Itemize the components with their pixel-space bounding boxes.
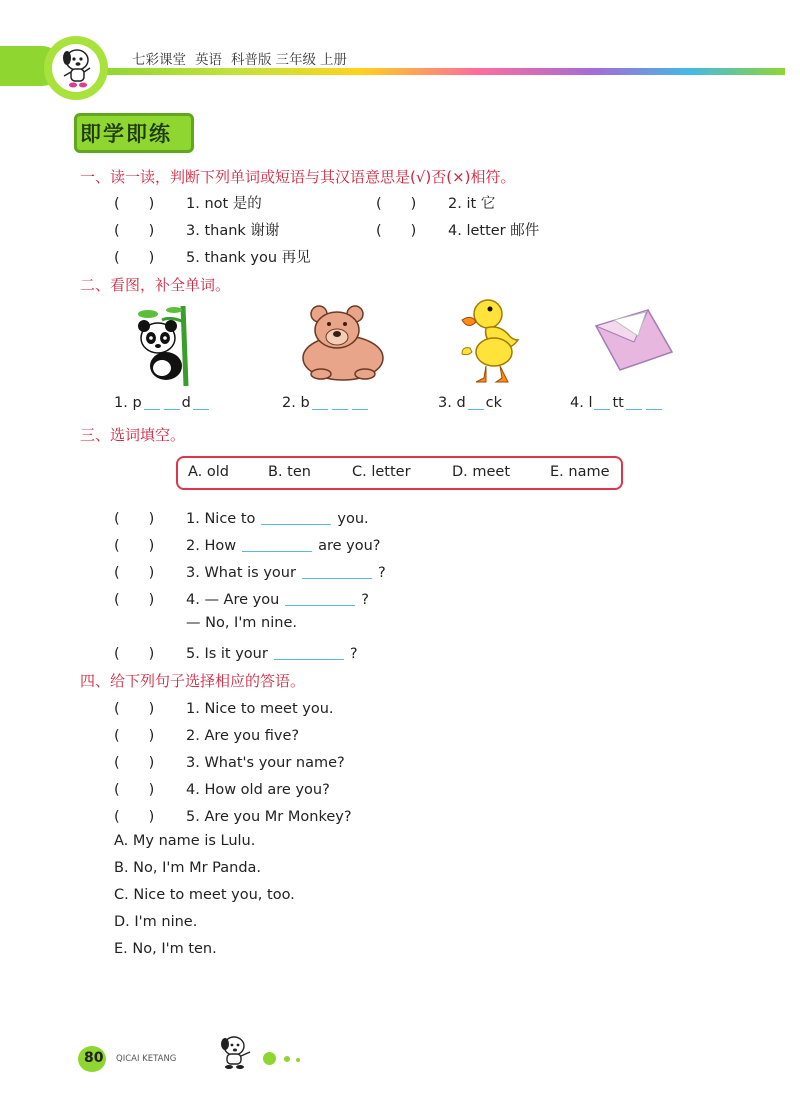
item-text: 3. thank 谢谢 bbox=[186, 223, 280, 239]
section1-item-1 bbox=[114, 192, 262, 213]
item-post: ? bbox=[361, 592, 369, 608]
item-text: 1. Nice to meet you. bbox=[186, 701, 334, 717]
item-text: 3. What's your name? bbox=[186, 755, 345, 771]
section3-item-5 bbox=[114, 642, 358, 663]
fill-blank[interactable] bbox=[261, 511, 331, 525]
letter-blank[interactable] bbox=[312, 398, 328, 410]
letter-blank[interactable] bbox=[646, 398, 662, 410]
item-pre: 2. How bbox=[186, 538, 237, 554]
answer-paren[interactable]: ( ) bbox=[114, 538, 155, 554]
header-edition: 科普版 bbox=[231, 52, 272, 68]
option-d: D. meet bbox=[452, 464, 511, 480]
option-b: B. ten bbox=[268, 464, 311, 480]
duck-picture bbox=[458, 296, 524, 384]
section1-item-2 bbox=[376, 192, 495, 213]
section2-item-2 bbox=[282, 395, 370, 411]
section4-title: 四、给下列句子选择相应的答语。 bbox=[80, 672, 306, 690]
header-series: 七彩课堂 bbox=[132, 52, 186, 68]
header-rainbow-bar bbox=[100, 68, 785, 75]
answer-paren[interactable]: ( ) bbox=[114, 565, 155, 581]
fill-blank[interactable] bbox=[285, 592, 355, 606]
section4-answer-c: C. Nice to meet you, too. bbox=[114, 887, 295, 903]
section3-item-2 bbox=[114, 534, 380, 555]
mascot-dog-icon bbox=[56, 46, 98, 90]
header-volume: 上册 bbox=[320, 52, 347, 68]
header-title bbox=[132, 48, 356, 68]
item-text: 1. not 是的 bbox=[186, 196, 262, 212]
letter-blank[interactable] bbox=[352, 398, 368, 410]
section1-item-4 bbox=[376, 219, 539, 240]
section2-item-4 bbox=[570, 395, 664, 411]
answer-paren[interactable]: ( ) bbox=[376, 196, 417, 212]
item-text: 4. How old are you? bbox=[186, 782, 330, 798]
answer-paren[interactable]: ( ) bbox=[114, 646, 155, 662]
panda-picture bbox=[128, 302, 198, 386]
footer-dot-medium bbox=[284, 1056, 290, 1062]
answer-paren[interactable]: ( ) bbox=[114, 701, 155, 717]
item-post: you. bbox=[337, 511, 369, 527]
letter-blank[interactable] bbox=[594, 398, 610, 410]
item-text: 4. letter 邮件 bbox=[448, 223, 540, 239]
section3-item-4-reply bbox=[114, 615, 297, 631]
fill-blank[interactable] bbox=[302, 565, 372, 579]
section1-item-5 bbox=[114, 246, 311, 267]
option-a: A. old bbox=[188, 464, 229, 480]
item-pre: 3. What is your bbox=[186, 565, 296, 581]
section2-item-1 bbox=[114, 395, 211, 411]
section2-item-3 bbox=[438, 395, 502, 411]
item-text: 2. it 它 bbox=[448, 196, 496, 212]
answer-paren[interactable]: ( ) bbox=[114, 511, 155, 527]
section1-item-3 bbox=[114, 219, 279, 240]
word-start: 3. d bbox=[438, 395, 466, 411]
section4-answer-d: D. I'm nine. bbox=[114, 914, 198, 930]
word-mid: tt bbox=[612, 395, 624, 411]
item-text: 5. thank you 再见 bbox=[186, 250, 311, 266]
answer-paren[interactable]: ( ) bbox=[114, 592, 155, 608]
answer-paren[interactable]: ( ) bbox=[114, 196, 155, 212]
header-subject: 英语 bbox=[195, 52, 222, 68]
section4-item-1 bbox=[114, 697, 334, 718]
option-c: C. letter bbox=[352, 464, 411, 480]
option-e: E. name bbox=[550, 464, 610, 480]
item-post: ? bbox=[349, 646, 358, 662]
answer-paren[interactable]: ( ) bbox=[114, 223, 155, 239]
section4-answer-b: B. No, I'm Mr Panda. bbox=[114, 860, 262, 876]
footer-brand: QICAI KETANG bbox=[116, 1054, 177, 1064]
letter-blank[interactable] bbox=[193, 398, 209, 410]
item-pre: 5. Is it your bbox=[186, 646, 268, 662]
section3-item-1 bbox=[114, 507, 369, 528]
letter-blank[interactable] bbox=[144, 398, 160, 410]
answer-paren[interactable]: ( ) bbox=[376, 223, 417, 239]
section3-title: 三、选词填空。 bbox=[80, 426, 186, 444]
letter-blank[interactable] bbox=[626, 398, 642, 410]
section2-title: 二、看图，补全单词。 bbox=[80, 276, 231, 294]
section-badge-label: 即学即练 bbox=[80, 121, 172, 146]
section1-title: 一、读一读，判断下列单词或短语与其汉语意思是(√)否(×)相符。 bbox=[80, 168, 516, 186]
item-post: ? bbox=[377, 565, 386, 581]
page-number: 80 bbox=[84, 1050, 104, 1066]
item-post: are you? bbox=[318, 538, 381, 554]
word-start: 2. b bbox=[282, 395, 310, 411]
section4-item-3 bbox=[114, 751, 345, 772]
section3-item-3 bbox=[114, 561, 386, 582]
answer-paren[interactable]: ( ) bbox=[114, 728, 155, 744]
section4-item-5 bbox=[114, 805, 352, 826]
footer-mascot-dog-icon bbox=[212, 1034, 256, 1070]
item-pre: 1. Nice to bbox=[186, 511, 256, 527]
item-pre: — No, I'm nine. bbox=[186, 615, 297, 631]
section4-item-4 bbox=[114, 778, 330, 799]
letter-blank[interactable] bbox=[164, 398, 180, 410]
section4-answer-e: E. No, I'm ten. bbox=[114, 941, 217, 957]
letter-envelope-picture bbox=[592, 306, 676, 374]
letter-blank[interactable] bbox=[468, 398, 484, 410]
word-start: 1. p bbox=[114, 395, 142, 411]
item-pre: 4. — Are you bbox=[186, 592, 280, 608]
word-mid: ck bbox=[485, 395, 503, 411]
bear-picture bbox=[297, 304, 389, 382]
item-text: 5. Are you Mr Monkey? bbox=[186, 809, 352, 825]
word-mid: d bbox=[181, 395, 191, 411]
footer-dot-large bbox=[263, 1052, 276, 1065]
answer-paren[interactable]: ( ) bbox=[114, 782, 155, 798]
section3-item-4 bbox=[114, 588, 369, 609]
item-text: 2. Are you five? bbox=[186, 728, 300, 744]
header-grade: 三年级 bbox=[275, 52, 316, 68]
answer-paren[interactable]: ( ) bbox=[114, 809, 155, 825]
answer-paren[interactable]: ( ) bbox=[114, 755, 155, 771]
section4-answer-a: A. My name is Lulu. bbox=[114, 833, 256, 849]
footer-dot-small bbox=[296, 1058, 300, 1062]
fill-blank[interactable] bbox=[274, 646, 344, 660]
answer-paren[interactable]: ( ) bbox=[114, 250, 155, 266]
letter-blank[interactable] bbox=[332, 398, 348, 410]
word-start: 4. l bbox=[570, 395, 593, 411]
section4-item-2 bbox=[114, 724, 299, 745]
fill-blank[interactable] bbox=[242, 538, 312, 552]
